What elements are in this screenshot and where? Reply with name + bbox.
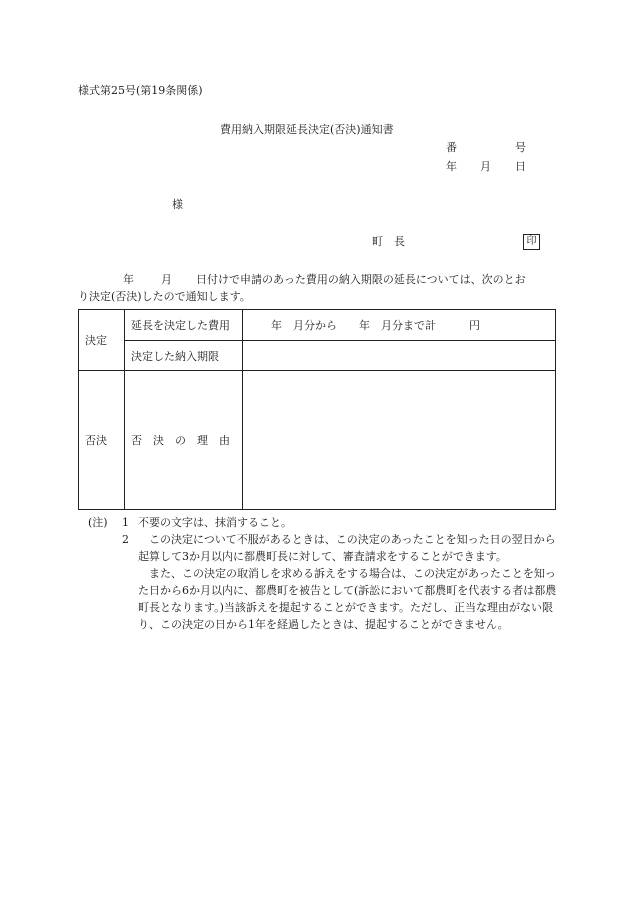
note-text: この決定について不服があるときは、この決定のあったことを知った日の翌日から起算して3か月以内に都農町長に対して、審査請求をすることができます。 [138,533,556,563]
number-label: 番 [446,141,457,154]
note-number: 2 [122,533,129,546]
extension-fee-row [79,310,556,341]
date-year-label: 年 [446,160,457,173]
extension-fee-value-cell: 年 月分から 年 月分まで計 円 [243,310,556,341]
deadline-value-cell [243,341,556,371]
body-date-month: 月 [161,273,172,286]
form-number: 様式第25号(第19条関係) [78,84,203,97]
rejection-reason-value-cell [243,371,556,510]
deadline-label-cell: 決定した納入期限 [125,341,243,371]
notes-mark: (注) [88,516,108,529]
note-item [78,531,560,633]
rejection-row [79,371,556,510]
notes-section [78,514,560,633]
body-date-year: 年 [123,273,134,286]
sender-title: 町 長 [372,235,405,248]
deadline-row [79,341,556,371]
body-text-line-1: 日付けで申請のあった費用の納入期限の延長については、次のとお [196,273,526,286]
note-text: 不要の文字は、抹消すること。 [138,516,292,529]
note-item [78,514,560,531]
document-title: 費用納入期限延長決定(否決)通知書 [220,123,394,136]
number-suffix: 号 [515,141,526,154]
rejection-reason-label-cell: 否 決 の 理 由 [125,371,243,510]
extension-fee-label-cell: 延長を決定した費用 [125,310,243,341]
note-number: 1 [122,516,129,529]
note-continuation: また、この決定の取消しを求める訴えをする場合は、この決定があったことを知った日から6か月以内に、都農町を被告として(訴訟において都農町を代表する者は都農町長となります。)当該訴えを提起することができます。ただし、正当な理由がない限り、この決定の日から1年を経過したときは、提起することができません。 [138,567,557,631]
date-day-label: 日 [515,160,526,173]
seal-stamp-box: 印 [523,234,540,250]
decision-label-cell: 決定 [79,310,125,371]
addressee-honorific: 様 [172,198,183,211]
body-text-line-2: り決定(否決)したので通知します。 [78,290,251,303]
rejection-label-cell: 否決 [79,371,125,510]
date-month-label: 月 [480,160,491,173]
decision-table [78,309,556,510]
